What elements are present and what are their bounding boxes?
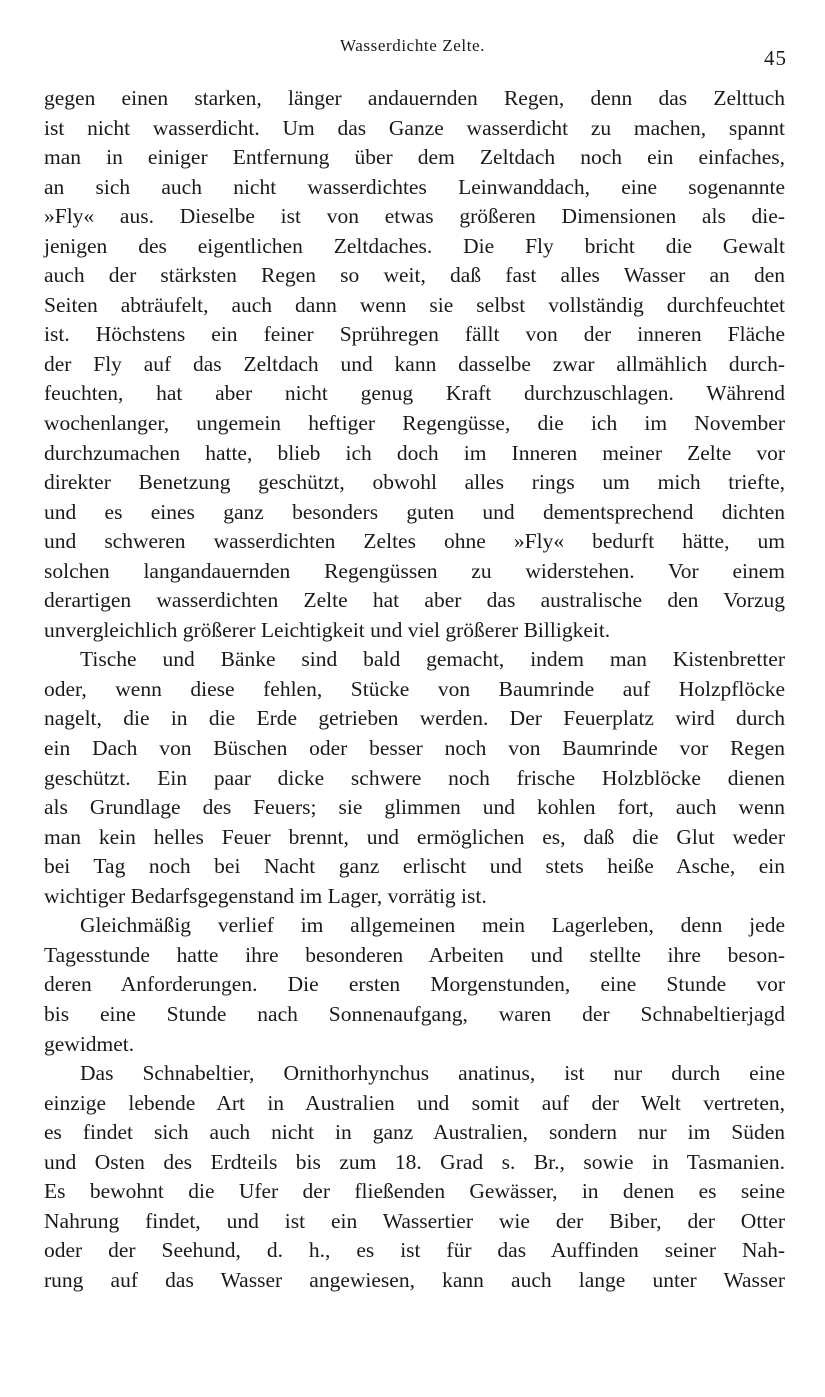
- text-line: bis eine Stunde nach Sonnenaufgang, waren der Schnabeltierjagd: [44, 1001, 785, 1026]
- text-line: Das Schnabeltier, Ornithorhynchus anatinus, ist nur durch eine: [80, 1061, 785, 1086]
- text-line: Gleichmäßig verlief im allgemeinen mein Lagerleben, denn jede: [80, 913, 785, 938]
- text-line: durchzumachen hatte, blieb ich doch im Inneren meiner Zelte vor: [44, 440, 785, 465]
- text-line: als Grundlage des Feuers; sie glimmen und kohlen fort, auch wenn: [44, 795, 785, 820]
- running-title: Wasserdichte Zelte.: [339, 36, 486, 55]
- text-line: rung auf das Wasser angewiesen, kann auch lange unter Wasser: [44, 1267, 785, 1292]
- text-line: an sich auch nicht wasserdichtes Leinwanddach, eine sogenannte: [44, 174, 785, 199]
- text-line: man in einiger Entfernung über dem Zeltdach noch ein einfaches,: [44, 145, 785, 170]
- text-line: oder, wenn diese fehlen, Stücke von Baumrinde auf Holzpflöcke: [44, 676, 785, 701]
- text-line: einzige lebende Art in Australien und somit auf der Welt vertreten,: [44, 1090, 785, 1115]
- text-line: Tische und Bänke sind bald gemacht, indem man Kistenbretter: [80, 647, 785, 672]
- text-line: Seiten abträufelt, auch dann wenn sie selbst vollständig durchfeuchtet: [44, 292, 785, 317]
- text-line: geschützt. Ein paar dicke schwere noch frische Holzblöcke dienen: [44, 765, 785, 790]
- text-line: Tagesstunde hatte ihre besonderen Arbeiten und stellte ihre beson-: [44, 942, 785, 967]
- text-line: auch der stärksten Regen so weit, daß fast alles Wasser an den: [44, 263, 785, 288]
- text-line: ist nicht wasserdicht. Um das Ganze wasserdicht zu machen, spannt: [44, 115, 785, 140]
- text-line: und Osten des Erdteils bis zum 18. Grad s. Br., sowie in Tasmanien.: [44, 1149, 785, 1174]
- text-line: gewidmet.: [44, 1031, 135, 1056]
- text-line: man kein helles Feuer brennt, und ermöglichen es, daß die Glut weder: [44, 824, 785, 849]
- text-line: und es eines ganz besonders guten und dementsprechend dichten: [44, 499, 785, 524]
- text-line: ist. Höchstens ein feiner Sprühregen fällt von der inneren Fläche: [44, 322, 785, 347]
- text-line: der Fly auf das Zeltdach und kann dasselbe zwar allmählich durch-: [44, 351, 785, 376]
- text-line: oder der Seehund, d. h., es ist für das Auffinden seiner Nah-: [44, 1238, 785, 1263]
- text-line: wichtiger Bedarfsgegenstand im Lager, vorrätig ist.: [44, 883, 487, 908]
- body-text: [44, 84, 785, 1295]
- text-line: gegen einen starken, länger andauernden Regen, denn das Zelttuch: [44, 86, 785, 110]
- text-line: bei Tag noch bei Nacht ganz erlischt und stets heiße Asche, ein: [44, 854, 785, 879]
- text-line: feuchten, hat aber nicht genug Kraft durchzuschlagen. Während: [44, 381, 785, 406]
- text-line: deren Anforderungen. Die ersten Morgenstunden, eine Stunde vor: [44, 972, 785, 997]
- text-line: nagelt, die in die Erde getrieben werden. Der Feuerplatz wird durch: [44, 706, 785, 731]
- text-line: unvergleichlich größerer Leichtigkeit und viel größerer Billigkeit.: [44, 617, 611, 642]
- text-line: »Fly« aus. Dieselbe ist von etwas größeren Dimensionen als die-: [44, 204, 785, 229]
- text-line: derartigen wasserdichten Zelte hat aber das australische den Vorzug: [44, 588, 785, 613]
- text-line: jenigen des eigentlichen Zeltdaches. Die Fly bricht die Gewalt: [44, 233, 785, 258]
- text-line: es findet sich auch nicht in ganz Australien, sondern nur im Süden: [44, 1120, 785, 1145]
- text-line: Es bewohnt die Ufer der fließenden Gewässer, in denen es seine: [44, 1179, 785, 1204]
- text-line: und schweren wasserdichten Zeltes ohne »Fly« bedurft hätte, um: [44, 529, 785, 554]
- text-line: solchen langandauernden Regengüssen zu widerstehen. Vor einem: [44, 558, 785, 583]
- text-line: wochenlanger, ungemein heftiger Regengüsse, die ich im November: [44, 411, 785, 436]
- text-line: ein Dach von Büschen oder besser noch von Baumrinde vor Regen: [44, 736, 785, 761]
- page-number: 45: [764, 46, 787, 70]
- text-line: direkter Benetzung geschützt, obwohl alles rings um mich triefte,: [44, 470, 785, 495]
- text-line: Nahrung findet, und ist ein Wassertier wie der Biber, der Otter: [44, 1208, 785, 1233]
